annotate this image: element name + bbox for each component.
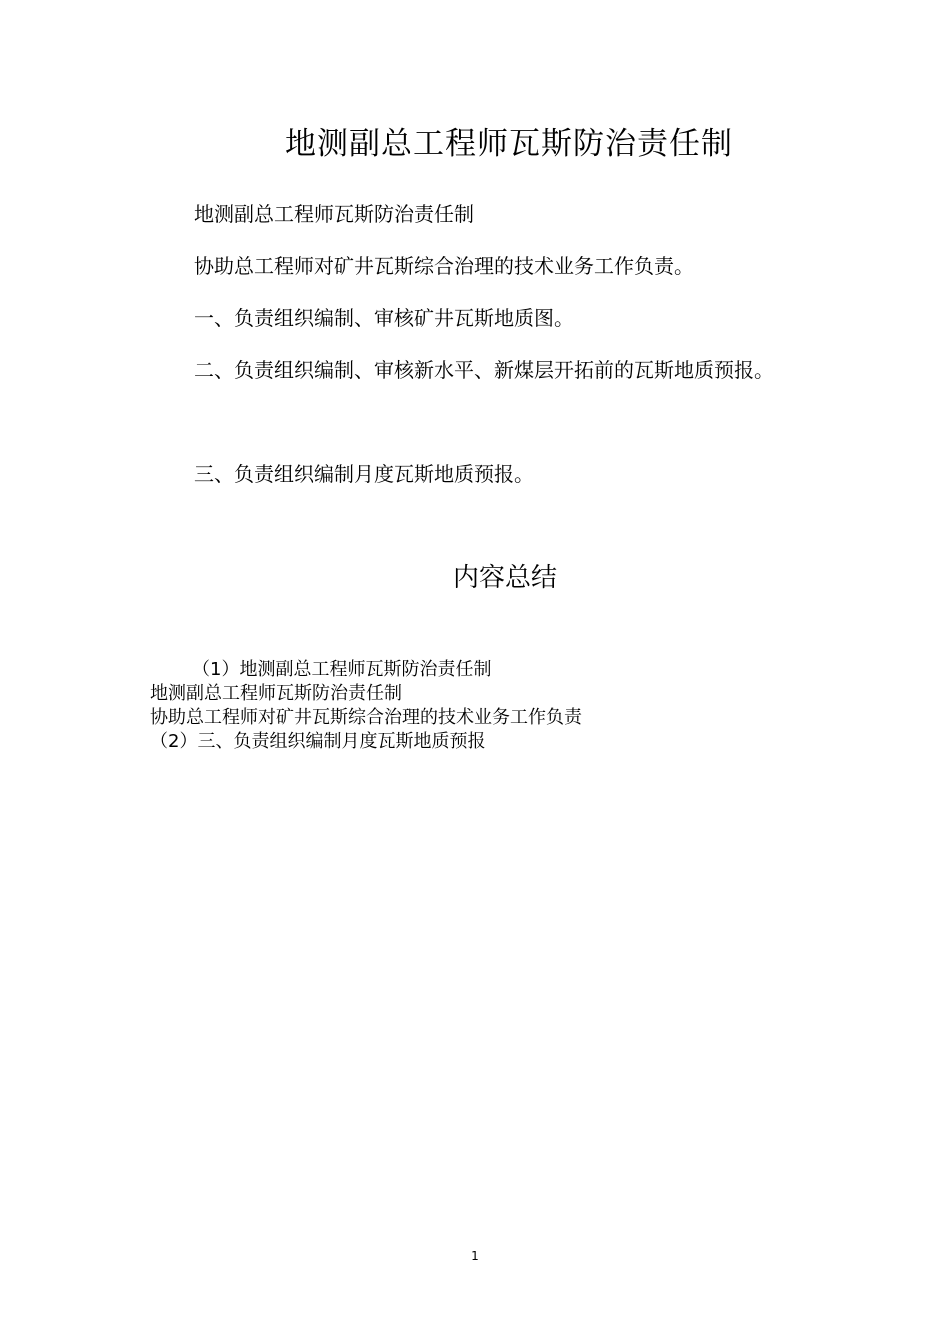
summary-block	[150, 658, 810, 754]
paragraph-heading: 地测副总工程师瓦斯防治责任制	[194, 202, 474, 226]
summary-line: （2）三、负责组织编制月度瓦斯地质预报	[150, 731, 486, 752]
summary-line: 地测副总工程师瓦斯防治责任制	[150, 683, 402, 704]
paragraph-item-3: 三、负责组织编制月度瓦斯地质预报。	[194, 462, 534, 486]
summary-heading: 内容总结	[452, 563, 557, 593]
paragraph-intro: 协助总工程师对矿井瓦斯综合治理的技术业务工作负责。	[194, 254, 694, 278]
summary-line: （1）地测副总工程师瓦斯防治责任制	[192, 659, 492, 680]
paragraph-item-1: 一、负责组织编制、审核矿井瓦斯地质图。	[194, 306, 574, 330]
summary-line: 协助总工程师对矿井瓦斯综合治理的技术业务工作负责	[150, 707, 582, 728]
document-title: 地测副总工程师瓦斯防治责任制	[285, 126, 733, 162]
paragraph-item-2: 二、负责组织编制、审核新水平、新煤层开拓前的瓦斯地质预报。	[194, 358, 774, 382]
page-number: 1	[471, 1249, 479, 1263]
